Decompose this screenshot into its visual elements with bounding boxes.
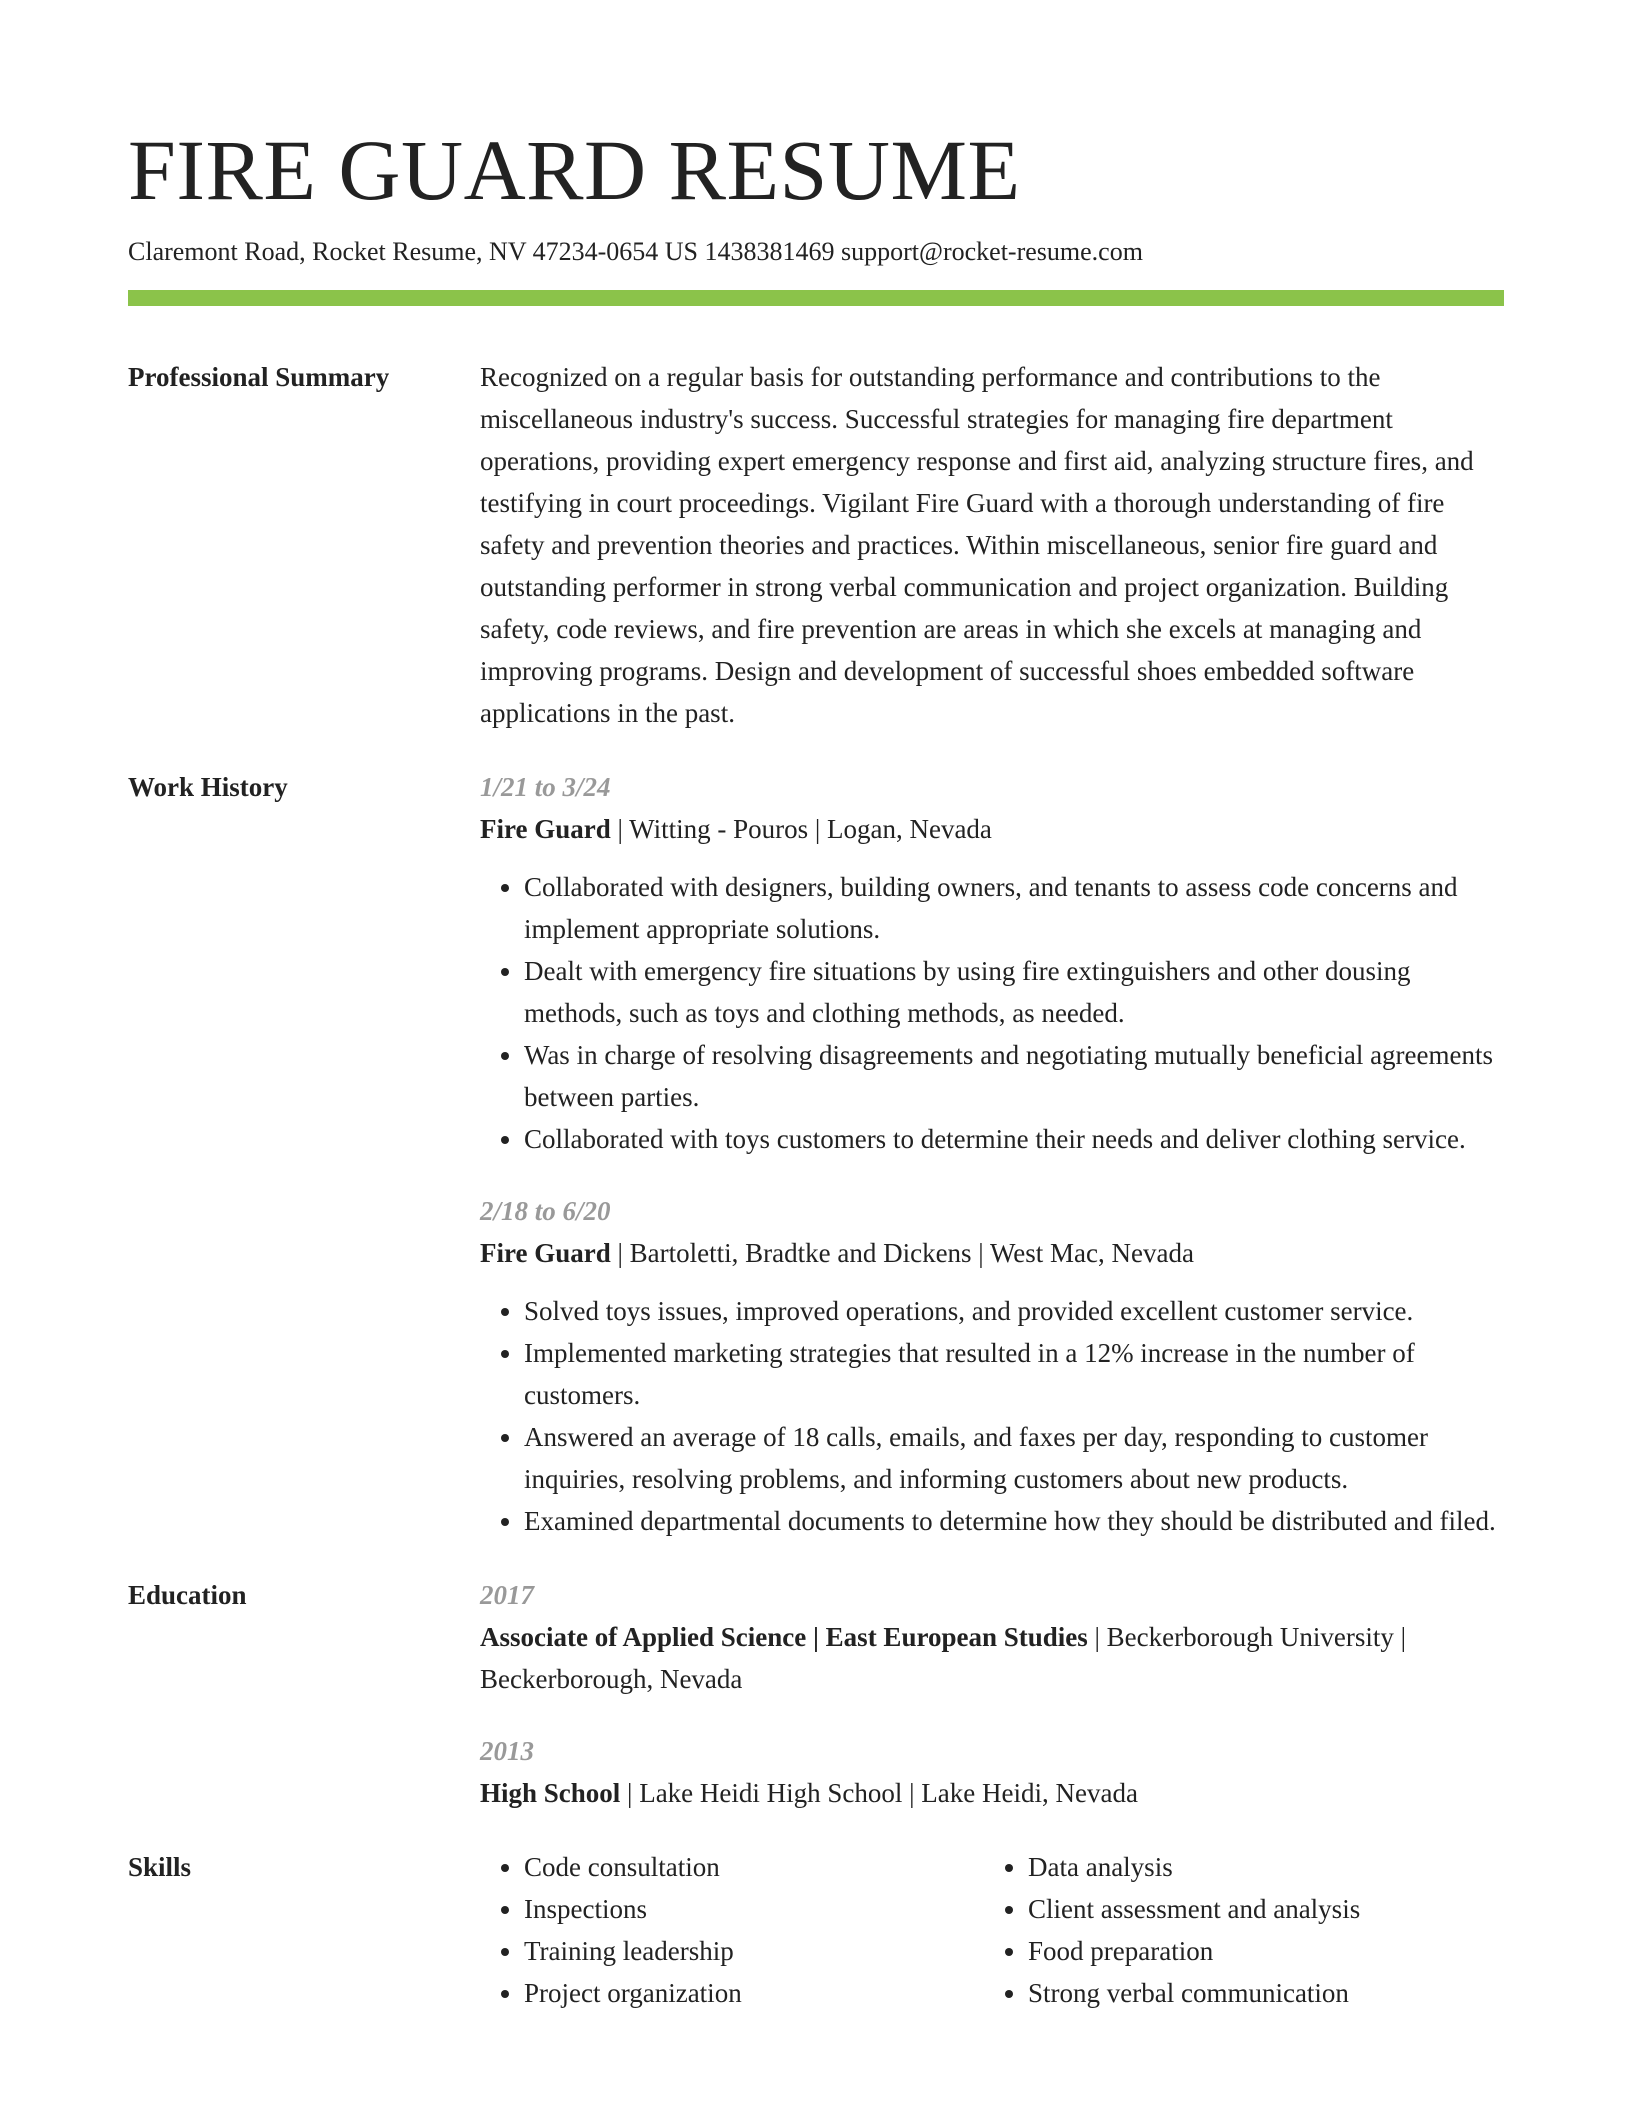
- list-item: • Training leadership: [524, 1930, 984, 1972]
- section-label-work: Work History: [128, 772, 288, 802]
- list-item: • Dealt with emergency fire situations by using fire extinguishers and other dousing methods, such as toys and clothing methods, as needed.: [524, 950, 1504, 1034]
- education-details: | Lake Heidi High School | Lake Heidi, Nevada: [620, 1778, 1138, 1808]
- education-entry: [480, 1730, 1504, 1814]
- work-history-body: [480, 766, 1504, 1542]
- education-line: [480, 1772, 1504, 1814]
- job-dates: 1/21 to 3/24: [480, 772, 611, 802]
- section-label-education: Education: [128, 1580, 247, 1610]
- resume-title: FIRE GUARD RESUME: [128, 122, 1021, 218]
- skills-column-right: [984, 1846, 1488, 2014]
- education-year: 2017: [480, 1580, 534, 1610]
- job-details: | Bartoletti, Bradtke and Dickens | West Mac, Nevada: [610, 1238, 1194, 1268]
- degree: High School: [480, 1778, 621, 1808]
- list-item: • Answered an average of 18 calls, emails, and faxes per day, responding to customer inquiries, resolving problems, and informing customers about new products.: [524, 1416, 1504, 1500]
- job-role-line: [480, 1232, 1504, 1274]
- summary-section: [128, 356, 1504, 734]
- skills-section: [128, 1846, 1504, 2014]
- education-entry: [480, 1574, 1504, 1700]
- work-history-section: [128, 766, 1504, 1542]
- list-item: • Examined departmental documents to determine how they should be distributed and filed.: [524, 1500, 1504, 1542]
- list-item: • Solved toys issues, improved operations, and provided excellent customer service.: [524, 1290, 1504, 1332]
- list-item: • Implemented marketing strategies that resulted in a 12% increase in the number of customers.: [524, 1332, 1504, 1416]
- job-title: Fire Guard: [480, 1238, 611, 1268]
- summary-text: Recognized on a regular basis for outstanding performance and contributions to the miscellaneous industry's success. Successful strategies for managing fire department operations, providing expert emergency response and first aid, analyzing structure fires, and testifying in court proceedings. Vigilant Fire Guard with a thorough understanding of fire safety and prevention theories and practices. Within miscellaneous, senior fire guard and outstanding performer in strong verbal communication and project organization. Building safety, code reviews, and fire prevention are areas in which she excels at managing and improving programs. Design and development of successful shoes embedded software applications in the past.: [480, 362, 1474, 728]
- accent-divider: [128, 290, 1504, 306]
- list-item: • Strong verbal communication: [1028, 1972, 1488, 2014]
- list-item: • Was in charge of resolving disagreements and negotiating mutually beneficial agreements between parties.: [524, 1034, 1504, 1118]
- degree: Associate of Applied Science | East European Studies: [480, 1622, 1088, 1652]
- education-details: | Beckerborough University | Beckerborough, Nevada: [480, 1622, 1407, 1694]
- job-role-line: [480, 808, 1504, 850]
- job-bullets: [480, 1290, 1504, 1542]
- list-item: • Food preparation: [1028, 1930, 1488, 1972]
- skills-grid: [480, 1846, 1504, 2014]
- education-body: [480, 1574, 1504, 1814]
- section-label-skills: Skills: [128, 1852, 192, 1882]
- list-item: • Collaborated with designers, building owners, and tenants to assess code concerns and implement appropriate solutions.: [524, 866, 1504, 950]
- list-item: • Collaborated with toys customers to determine their needs and deliver clothing service.: [524, 1118, 1504, 1160]
- list-item: • Data analysis: [1028, 1846, 1488, 1888]
- list-item: • Client assessment and analysis: [1028, 1888, 1488, 1930]
- resume-page: [128, 118, 1504, 2014]
- skills-column-left: [480, 1846, 984, 2014]
- list-item: • Code consultation: [524, 1846, 984, 1888]
- section-label-summary: Professional Summary: [128, 362, 390, 392]
- job-bullets: [480, 866, 1504, 1160]
- list-item: • Project organization: [524, 1972, 984, 2014]
- job-entry: [480, 1190, 1504, 1542]
- list-item: • Inspections: [524, 1888, 984, 1930]
- education-year: 2013: [480, 1736, 534, 1766]
- education-line: [480, 1616, 1504, 1700]
- job-entry: [480, 766, 1504, 1160]
- job-details: | Witting - Pouros | Logan, Nevada: [610, 814, 992, 844]
- job-dates: 2/18 to 6/20: [480, 1196, 611, 1226]
- education-section: [128, 1574, 1504, 1814]
- contact-line: Claremont Road, Rocket Resume, NV 47234-0654 US 1438381469 support@rocket-resume.com: [128, 237, 1143, 266]
- job-title: Fire Guard: [480, 814, 611, 844]
